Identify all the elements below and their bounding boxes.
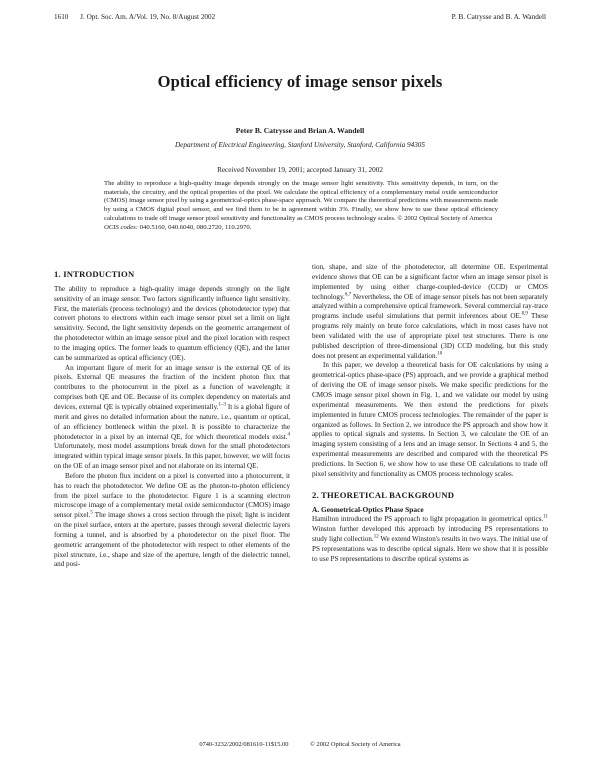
affiliation: Department of Electrical Engineering, Stanford University, Stanford, California 94305 xyxy=(174,141,425,149)
ocis-values: 040.5160, 040.6040, 080.2720, 110.2970. xyxy=(139,223,252,231)
intro-paragraph-3-cont: tion, shape, and size of the photodetector, all determine OE. Experimental evidence shows that OE can be a significant factor when an image sensor pixel is implemented by using either charge-coupled-device (CCD) or CMOS technology.$^{6,7}$ Nevertheless, the OE of image sensor pixels has not been separately analyzed within a comprehensive optical framework. Several commercial ray-trace programs include useful simulations that permit inferences about OE.$^{8,9}$ These programs rely mainly on brute force calculations, which in most cases have not been validated with the use of appropriate pixel test structures. There is one published description of three-dimensional (3D) CCD modeling, but this study does not present an experimental validation.$^{10}$ xyxy=(312,263,548,360)
citation-ref: 6,7 xyxy=(344,292,352,298)
page-number: 1610 xyxy=(54,13,69,21)
section-heading-introduction: 1. INTRODUCTION xyxy=(54,269,135,279)
citation-ref: 10 xyxy=(437,351,443,357)
subsection-heading-phase-space: A. Geometrical-Optics Phase Space xyxy=(312,505,424,515)
citation-ref: 11 xyxy=(543,514,548,520)
running-authors: P. B. Catrysse and B. A. Wandell xyxy=(451,13,546,21)
citation-ref: 1–3 xyxy=(218,402,226,408)
intro-paragraph-3: Before the photon flux incident on a pixel is converted into a photocurrent, it has to reach the photodetector. We define OE as the photon-to-photon efficiency from the pixel surface to the photodetector. Figure 1 is a scanning electron microscope image of a complementary metal oxide semiconductor (CMOS) image sensor pixel.$^5$ The image shows a cross section through the pixel; light is incident on the pixel surface, enters at the aperture, passes through several dielectric layers forming a tunnel, and is absorbed by a photodetector on the pixel floor. The geometric arrangement of the photodetector with respect to other elements of the pixel structure, i.e., shape and size of the aperture, length of the dielectric tunnel, and posi- xyxy=(54,471,290,569)
section-spacer xyxy=(312,480,548,491)
citation-ref: 8,9 xyxy=(521,311,528,317)
paper-title: Optical efficiency of image sensor pixels xyxy=(157,72,443,91)
intro-paragraph-4: In this paper, we develop a theoretical basis for OE calculations by using a geometrical-optics phase-space (PS) approach, and we provide a graphical method of deriving the OE of image sensor pixels. We make specific predictions for the CMOS image sensor pixel shown in Fig. 1, and we validate our model by using experimental measurements. We then extend the predictions for pixels implemented in future CMOS process technologies. The remainder of the paper is organized as follows. In Section 2, we introduce the PS approach and show how it applies to optical signals and systems. In Section 3, we calculate the OE of an imaging system consisting of a lens and an image sensor. In Sections 4 and 5, the experimental measurements are described and compared with the theoretical PS predictions. In Section 6, we show how to use these OE calculations to trade off pixel sensitivity and functionality as CMOS process technology scales. xyxy=(312,361,548,478)
left-column xyxy=(54,270,290,570)
article-code: 0740-3232/2002/081610-11$15.00 xyxy=(199,741,289,748)
section-heading-theoretical-background: 2. THEORETICAL BACKGROUND xyxy=(312,489,455,500)
received-dates: Received November 19, 2001; accepted January 31, 2002 xyxy=(217,166,383,174)
background-paragraph-1: Hamilton introduced the PS approach to light propagation in geometrical optics.$^{11}$ Winston further developed this approach by introducing PS representations to study light collection.$^{12}$ We extend Winston's results in two ways. The initial use of PS representations was to describe optical signals. Here we show that it is possible to use PS representations to describe optical systems as xyxy=(312,514,549,563)
abstract xyxy=(104,180,498,232)
page-footer xyxy=(0,741,600,748)
running-header xyxy=(54,13,546,21)
right-column xyxy=(312,263,548,564)
abstract-text: The ability to reproduce a high-quality image depends strongly on the image sensor light sensitivity. This sensitivity depends, in turn, on the materials, the circuitry, and the optical properties of the pixel. We calculate the optical efficiency of a complementary metal oxide semiconductor (CMOS) image sensor pixel by using a geometrical-optics phase-space approach. We compare the theoretical predictions with measurements made by using a CMOS digital pixel sensor, and we find them to be in agreement within 3%. Finally, we show how to use these optical efficiency calculations to trade off image sensor pixel sensitivity and functionality as CMOS process technology scales. © 2002 Optical Society of America xyxy=(104,180,498,222)
ocis-codes xyxy=(104,224,498,233)
author-list: Peter B. Catrysse and Brian A. Wandell xyxy=(235,126,365,135)
citation-ref: 5 xyxy=(90,510,93,516)
citation-ref: 12 xyxy=(373,534,379,540)
journal-citation: J. Opt. Soc. Am. A/Vol. 19, No. 8/August 2002 xyxy=(80,13,216,21)
intro-paragraph-2: An important figure of merit for an image sensor is the external QE of its pixels. External QE measures the fraction of the incident photon flux that contributes to the photocurrent in the pixel as a function of wavelength; it comprises both QE and OE. Because of its complex dependency on materials and devices, external QE is typically obtained experimentally.$^{1-3}$ It is a global figure of merit and gives no detailed information about the nature, i.e., quantum or optical, of an efficiency bottleneck within the pixel. It is possible to characterize the photodetector in a pixel by an internal QE, for which theoretical models exist.$^4$ Unfortunately, most model assumptions break down for the small photodetectors integrated within typical image sensor pixels. In this paper, however, we will focus on the OE of an image sensor pixel and not elaborate on its internal QE. xyxy=(54,363,291,471)
intro-paragraph-1: The ability to reproduce a high-quality image depends strongly on the light sensitivity of an image sensor. Two factors significantly influence light sensitivity. First, the materials (process technology) and the devices (photodetector type) that convert photons to electrons within each image sensor pixel set a limit on light sensitivity. Second, the light sensitivity depends on the geometric arrangement of the photodetector within an image sensor pixel and the pixel location with respect to the imaging optics. The former leads to quantum efficiency (QE), and the latter can be summarized as optical efficiency (OE). xyxy=(54,284,290,362)
citation-ref: 4 xyxy=(287,432,290,438)
copyright-notice: © 2002 Optical Society of America xyxy=(310,741,401,748)
ocis-label: OCIS codes: xyxy=(104,223,138,231)
